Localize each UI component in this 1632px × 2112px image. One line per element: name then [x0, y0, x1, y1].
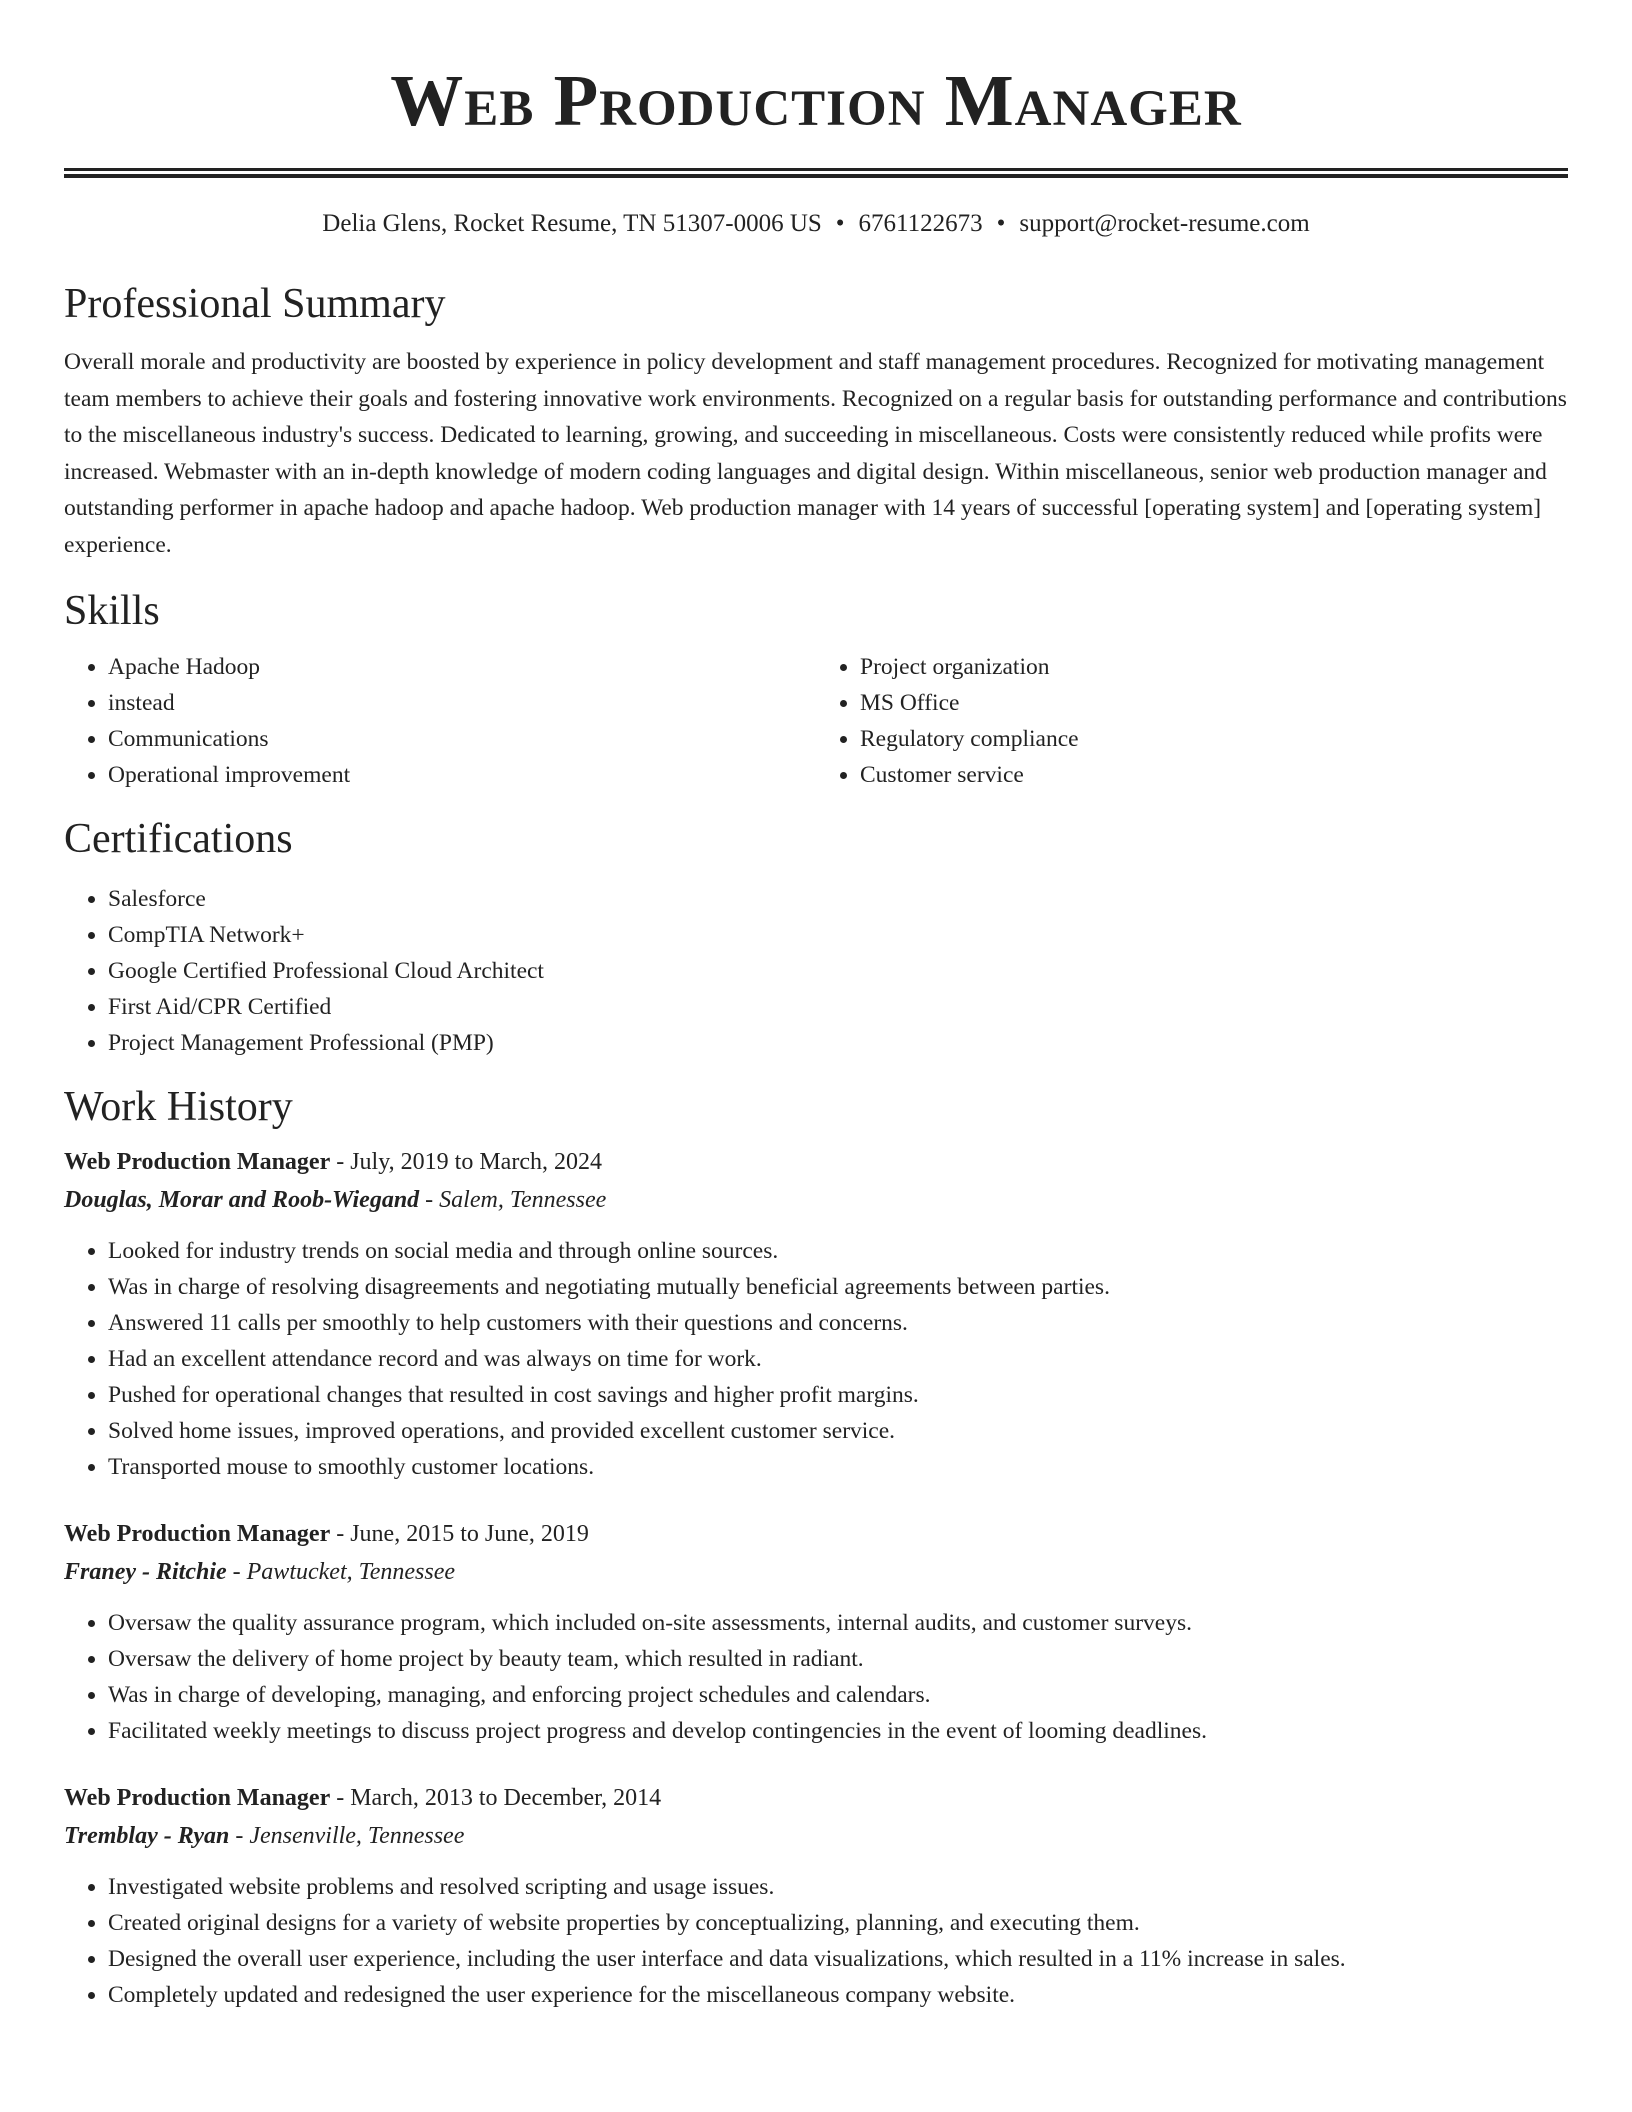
skills-column-left — [64, 649, 816, 793]
job-company: Douglas, Morar and Roob-Wiegand — [64, 1187, 420, 1213]
job-company: Tremblay - Ryan — [64, 1823, 230, 1849]
contact-phone: 6761122673 — [858, 210, 983, 237]
job-location: - Salem, Tennessee — [419, 1187, 607, 1213]
job-title: Web Production Manager — [64, 1521, 331, 1547]
job-dates: - June, 2015 to June, 2019 — [330, 1521, 589, 1547]
certification-item: • CompTIA Network+ — [108, 917, 1568, 953]
contact-line — [64, 208, 1568, 240]
work-history-heading: Work History — [64, 1084, 293, 1130]
skill-item: • Operational improvement — [108, 757, 816, 793]
job-header — [64, 1143, 1568, 1181]
job-bullet: • Created original designs for a variety of website properties by conceptualizing, planning, and executing them. — [108, 1905, 1568, 1941]
job-bullet: • Was in charge of developing, managing, and enforcing project schedules and calendars. — [108, 1677, 1568, 1713]
contact-separator: • — [835, 210, 845, 237]
certification-item: • First Aid/CPR Certified — [108, 989, 1568, 1025]
job-dates: - July, 2019 to March, 2024 — [330, 1149, 602, 1175]
certification-item: • Salesforce — [108, 881, 1568, 917]
certification-item: • Project Management Professional (PMP) — [108, 1025, 1568, 1061]
job-dates: - March, 2013 to December, 2014 — [330, 1785, 662, 1811]
summary-heading: Professional Summary — [64, 281, 446, 327]
job-bullets — [64, 1233, 1568, 1485]
skill-item: • Communications — [108, 721, 816, 757]
job-employer — [64, 1181, 1568, 1219]
skill-item: • instead — [108, 685, 816, 721]
job-entry — [64, 1515, 1568, 1749]
job-title: Web Production Manager — [64, 1149, 331, 1175]
page-title: Web Production Manager — [390, 60, 1242, 141]
job-employer — [64, 1553, 1568, 1591]
job-header — [64, 1779, 1568, 1817]
job-bullet: • Was in charge of resolving disagreements and negotiating mutually beneficial agreements between parties. — [108, 1269, 1568, 1305]
skills-list — [64, 649, 1568, 793]
skill-item: • Project organization — [860, 649, 1568, 685]
job-bullet: • Answered 11 calls per smoothly to help customers with their questions and concerns. — [108, 1305, 1568, 1341]
skill-item: • Apache Hadoop — [108, 649, 816, 685]
job-location: - Jensenville, Tennessee — [229, 1823, 465, 1849]
job-title: Web Production Manager — [64, 1785, 331, 1811]
job-bullet: • Solved home issues, improved operations, and provided excellent customer service. — [108, 1413, 1568, 1449]
job-bullet: • Facilitated weekly meetings to discuss project progress and develop contingencies in the event of looming deadlines. — [108, 1713, 1568, 1749]
job-bullet: • Pushed for operational changes that resulted in cost savings and higher profit margins. — [108, 1377, 1568, 1413]
job-entry — [64, 1143, 1568, 1485]
job-bullet: • Investigated website problems and resolved scripting and usage issues. — [108, 1869, 1568, 1905]
certifications-heading: Certifications — [64, 816, 293, 862]
skill-item: • MS Office — [860, 685, 1568, 721]
job-employer — [64, 1817, 1568, 1855]
job-bullet: • Completely updated and redesigned the user experience for the miscellaneous company website. — [108, 1977, 1568, 2013]
job-bullet: • Oversaw the delivery of home project by beauty team, which resulted in radiant. — [108, 1641, 1568, 1677]
job-bullet: • Had an excellent attendance record and was always on time for work. — [108, 1341, 1568, 1377]
skill-item: • Customer service — [860, 757, 1568, 793]
job-bullets — [64, 1869, 1568, 2013]
job-bullets — [64, 1605, 1568, 1749]
skills-column-right — [816, 649, 1568, 793]
job-company: Franey - Ritchie — [64, 1559, 227, 1585]
contact-email: support@rocket-resume.com — [1019, 210, 1310, 237]
certifications-list — [64, 881, 1568, 1061]
job-bullet: • Oversaw the quality assurance program, which included on-site assessments, internal audits, and customer surveys. — [108, 1605, 1568, 1641]
summary-text: Overall morale and productivity are boosted by experience in policy development and staff management procedures. Recognized for motivating management team members to achieve their goals and fostering innovative work environments. Recognized on a regular basis for outstanding performance and contributions to the miscellaneous industry's success. Dedicated to learning, growing, and succeeding in miscellaneous. Costs were consistently reduced while profits were increased. Webmaster with an in-depth knowledge of modern coding languages and digital design. Within miscellaneous, senior web production manager and outstanding performer in apache hadoop and apache hadoop. Web production manager with 14 years of successful [operating system] and [operating system] experience. — [64, 349, 1567, 558]
skill-item: • Regulatory compliance — [860, 721, 1568, 757]
job-bullet: • Looked for industry trends on social media and through online sources. — [108, 1233, 1568, 1269]
job-location: - Pawtucket, Tennessee — [226, 1559, 456, 1585]
contact-address: Delia Glens, Rocket Resume, TN 51307-0006 US — [322, 210, 822, 237]
title-divider — [64, 168, 1568, 178]
certification-item: • Google Certified Professional Cloud Architect — [108, 953, 1568, 989]
skills-heading: Skills — [64, 588, 160, 634]
job-entry — [64, 1779, 1568, 2013]
job-bullet: • Designed the overall user experience, including the user interface and data visualizations, which resulted in a 11% increase in sales. — [108, 1941, 1568, 1977]
job-header — [64, 1515, 1568, 1553]
job-bullet: • Transported mouse to smoothly customer locations. — [108, 1449, 1568, 1485]
contact-separator: • — [996, 210, 1006, 237]
